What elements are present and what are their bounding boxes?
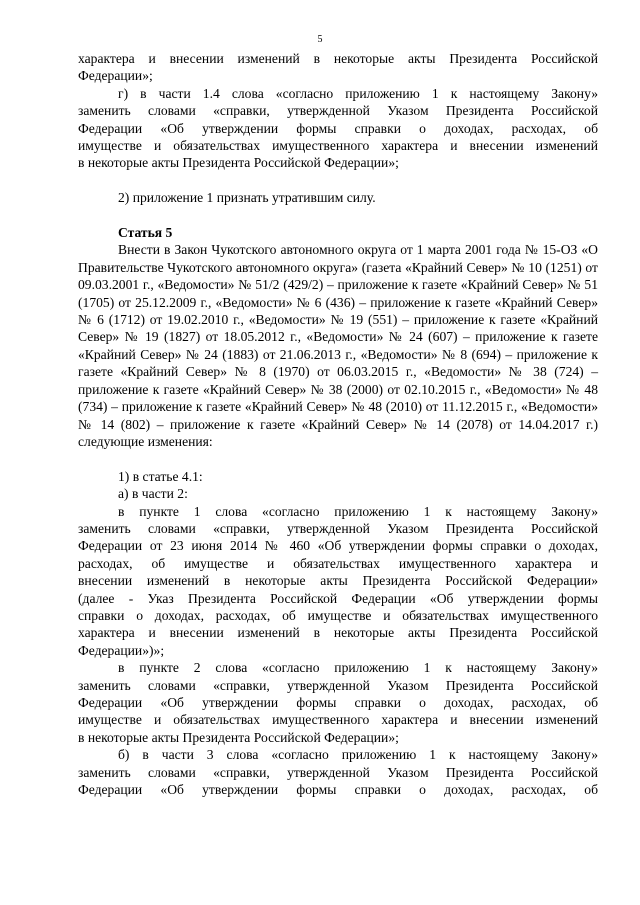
text-line: заменить словами «справки, утвержденной Указом Президента Российской <box>78 520 598 536</box>
text-line: Федерации»; <box>78 68 153 84</box>
text-line: г) в части 1.4 слова «согласно приложению 1 к настоящему Закону» <box>118 85 598 101</box>
document-body <box>78 50 598 798</box>
paragraph-g <box>78 85 598 172</box>
paragraph-point-2 <box>78 659 598 746</box>
text-line: 2) приложение 1 признать утратившим силу. <box>118 190 376 206</box>
page-number: 5 <box>317 34 323 45</box>
text-line: заменить словами «справки, утвержденной Указом Президента Российской <box>78 764 598 780</box>
text-line: характера и внесении изменений в некоторые акты Президента Российской <box>78 51 598 66</box>
text-line: имуществе и обязательствах имущественного характера и внесении изменений <box>78 138 598 154</box>
text-line: Федерации от 23 июня 2014 № 460 «Об утверждении формы справки о доходах, <box>78 538 598 554</box>
text-line: заменить словами «справки, утвержденной Указом Президента Российской <box>78 677 598 693</box>
text-line: расходах, об имуществе и обязательствах имущественного характера и <box>78 555 598 571</box>
paragraph-item-2 <box>78 189 598 206</box>
text-line: в некоторые акты Президента Российской Федерации»; <box>78 729 399 745</box>
paragraph-item-1 <box>78 468 598 503</box>
article-5-text: Внести в Закон Чукотского автономного округа от 1 марта 2001 года № 15-ОЗ «О Правительстве Чукотского автономного округа» (газета «Крайний Север» № 10 (1251) от 09.03.2001 г., «Ведомости» № 51/2 (429/2) – приложение к газете «Крайний Север» № 51 (1705) от 25.12.2009 г., «Ведомости» № 6 (436) – приложение к газете «Крайний Север» № 6 (1712) от 19.02.2010 г., «Ведомости» № 19 (551) – приложение к газете «Крайний Север» № 19 (1827) от 18.05.2012 г., «Ведомости» № 24 (607) – приложение к газете «Крайний Север» № 24 (1883) от 21.06.2013 г., «Ведомости» № 8 (694) – приложение к газете «Крайний Север» № 8 (1970) от 06.03.2015 г., «Ведомости» № 38 (724) – приложение к газете «Крайний Север» № 38 (2000) от 02.10.2015 г., «Ведомости» № 48 (734) – приложение к газете «Крайний Север» № 48 (2010) от 11.12.2015 г., «Ведомости» № 14 (802) – приложение к газете «Крайний Север» № 14 (2078) от 14.04.2017 г.) следующие изменения: <box>78 242 598 449</box>
text-line: характера и внесении изменений в некоторые акты Президента Российской <box>78 625 598 641</box>
text-line: в некоторые акты Президента Российской Федерации»; <box>78 155 399 171</box>
text-line: Федерации»)»; <box>78 642 165 658</box>
text-line: внесении изменений в некоторые акты Президента Российской Федерации» <box>78 573 598 589</box>
text-line: 1) в статье 4.1: <box>118 468 203 484</box>
paragraph-point-1 <box>78 503 598 660</box>
text-line: имуществе и обязательствах имущественного характера и внесении изменений <box>78 712 598 728</box>
text-line: заменить словами «справки, утвержденной Указом Президента Российской <box>78 103 598 119</box>
text-line: справки о доходах, расходах, об имуществе и обязательствах имущественного <box>78 607 598 623</box>
text-line: в пункте 1 слова «согласно приложению 1 к настоящему Закону» <box>118 503 598 519</box>
text-line: Федерации «Об утверждении формы справки о доходах, расходах, об <box>78 120 598 136</box>
article-heading: Статья 5 <box>118 225 173 241</box>
text-line: Федерации «Об утверждении формы справки о доходах, расходах, об <box>78 694 598 710</box>
paragraph-cont <box>78 50 598 85</box>
text-line: а) в части 2: <box>118 486 188 502</box>
text-line: Федерации «Об утверждении формы справки о доходах, расходах, об <box>78 782 598 798</box>
text-line: (далее - Указ Президента Российской Федерации «Об утверждении формы <box>78 590 598 606</box>
paragraph-b <box>78 746 598 798</box>
text-line: б) в части 3 слова «согласно приложению 1 к настоящему Закону» <box>118 747 598 763</box>
text-line: в пункте 2 слова «согласно приложению 1 к настоящему Закону» <box>118 660 598 676</box>
